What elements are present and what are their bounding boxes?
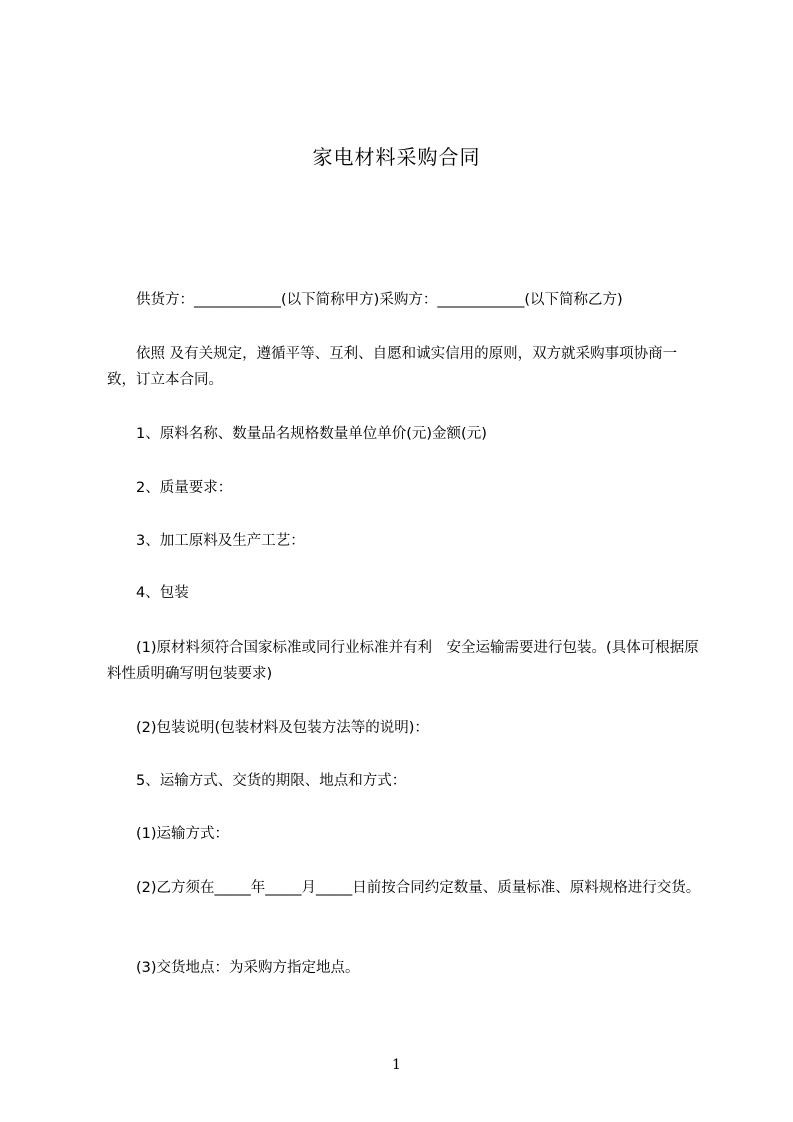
parties-line: 供货方：____________(以下简称甲方)采购方：____________(以下简称乙方) bbox=[136, 292, 623, 308]
clause-5-3-delivery-place: (3)交货地点：为采购方指定地点。 bbox=[136, 960, 360, 976]
clause-5-delivery: 5、运输方式、交货的期限、地点和方式： bbox=[136, 773, 407, 789]
clause-4-2-packaging-notes: (2)包装说明(包装材料及包装方法等的说明)： bbox=[136, 720, 429, 736]
clause-1-materials: 1、原料名称、数量品名规格数量单位单价(元)金额(元) bbox=[136, 426, 487, 442]
document-title: 家电材料采购合同 bbox=[312, 145, 481, 169]
clause-4-1-packaging-standard: (1)原材料须符合国家标准或同行业标准并有利 安全运输需要进行包装。(具体可根据原料性质明确写明包装要求) bbox=[107, 640, 699, 682]
clause-2-quality: 2、质量要求： bbox=[136, 480, 233, 496]
clause-5-2-delivery-date: (2)乙方须在_____年_____月_____日前按合同约定数量、质量标准、原料规格进行交货。 bbox=[136, 880, 701, 896]
preamble-paragraph: 依照 及有关规定，遵循平等、互利、自愿和诚实信用的原则，双方就采购事项协商一致，订立本合同。 bbox=[107, 346, 678, 388]
clause-4-packaging: 4、包装 bbox=[136, 585, 189, 601]
page-number: 1 bbox=[392, 1057, 401, 1073]
clause-5-1-transport: (1)运输方式： bbox=[136, 826, 230, 842]
clause-3-process: 3、加工原料及生产工艺： bbox=[136, 533, 305, 549]
